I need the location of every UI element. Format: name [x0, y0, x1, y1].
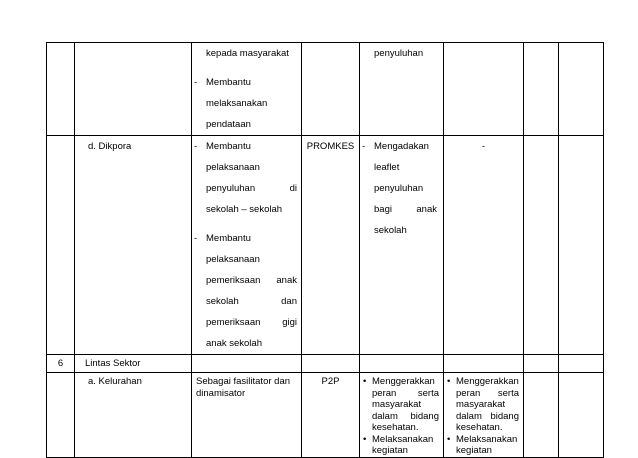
cell-empty — [444, 355, 524, 373]
peran-item: - Membantu — [194, 233, 251, 244]
dikpora-row — [47, 136, 604, 355]
bullet-item: • Menggerakkan peran serta masyarakat dalam bidang kesehatan. — [447, 376, 519, 433]
cell-empty — [524, 355, 559, 373]
cell-empty — [524, 373, 559, 458]
peran-item: - Membantu — [194, 141, 251, 152]
cell-unit — [302, 136, 360, 355]
peran-text: pelaksanaan — [206, 162, 260, 173]
peran-text: sekolah dan — [206, 296, 297, 307]
program-table — [46, 42, 604, 458]
peran-text: sekolah – sekolah — [206, 204, 283, 215]
cell-empty — [192, 355, 302, 373]
peran-text: pemeriksaan anak — [206, 275, 297, 286]
kegiatan-item: - Mengadakan — [362, 141, 429, 152]
unit-label: P2P — [321, 376, 340, 387]
cell-unit — [302, 43, 360, 136]
kegiatan-text: bagi anak — [374, 204, 437, 215]
cell-empty — [524, 136, 559, 355]
cell-number — [47, 43, 75, 136]
peran-text: melaksanakan — [206, 98, 268, 109]
peran-text: pemeriksaan gigi — [206, 317, 297, 328]
cell-extra — [444, 43, 524, 136]
section-row — [47, 355, 604, 373]
kelurahan-row — [47, 373, 604, 458]
extra-dash: - — [481, 141, 486, 152]
row-name: d. Dikpora — [88, 141, 132, 152]
cell-peran — [192, 43, 302, 136]
peran-text: Sebagai fasilitator dan — [196, 376, 291, 387]
cell-empty — [559, 136, 604, 355]
bullet-item: • Melaksanakan kegiatan — [447, 433, 518, 456]
kegiatan-text: penyuluhan — [374, 183, 424, 194]
cell-number — [47, 373, 75, 458]
cell-name — [75, 355, 192, 373]
kegiatan-text: sekolah — [374, 225, 407, 236]
cell-empty — [524, 43, 559, 136]
section-title: Lintas Sektor — [85, 358, 141, 369]
continuation-row — [47, 43, 604, 136]
cell-extra — [444, 373, 524, 458]
cell-peran — [192, 373, 302, 458]
cell-empty — [559, 373, 604, 458]
unit-label: PROMKES — [306, 141, 355, 152]
peran-text: dinamisator — [196, 387, 246, 399]
kegiatan-text: penyuluhan — [374, 48, 424, 59]
cell-kegiatan — [360, 373, 444, 458]
cell-name — [75, 43, 192, 136]
kegiatan-text: leaflet — [374, 162, 400, 173]
peran-text: pelaksanaan — [206, 254, 260, 265]
cell-empty — [559, 43, 604, 136]
cell-number — [47, 136, 75, 355]
cell-empty — [360, 355, 444, 373]
cell-kegiatan — [360, 43, 444, 136]
cell-name — [75, 136, 192, 355]
peran-text: kepada masyarakat — [206, 48, 289, 59]
bullet-item: • Menggerakkan peran serta masyarakat dalam bidang kesehatan. — [363, 376, 439, 433]
cell-unit — [302, 373, 360, 458]
cell-empty — [559, 355, 604, 373]
cell-empty — [302, 355, 360, 373]
section-number: 6 — [57, 358, 64, 369]
peran-item: - Membantu — [194, 77, 251, 88]
cell-kegiatan — [360, 136, 444, 355]
peran-text: anak sekolah — [206, 338, 262, 349]
peran-text: pendataan — [206, 119, 251, 130]
peran-text: penyuluhan di — [206, 183, 297, 194]
row-name: a. Kelurahan — [88, 376, 142, 387]
cell-name — [75, 373, 192, 458]
cell-extra — [444, 136, 524, 355]
bullet-item: • Melaksanakan kegiatan — [363, 433, 434, 456]
cell-number — [47, 355, 75, 373]
cell-peran — [192, 136, 302, 355]
